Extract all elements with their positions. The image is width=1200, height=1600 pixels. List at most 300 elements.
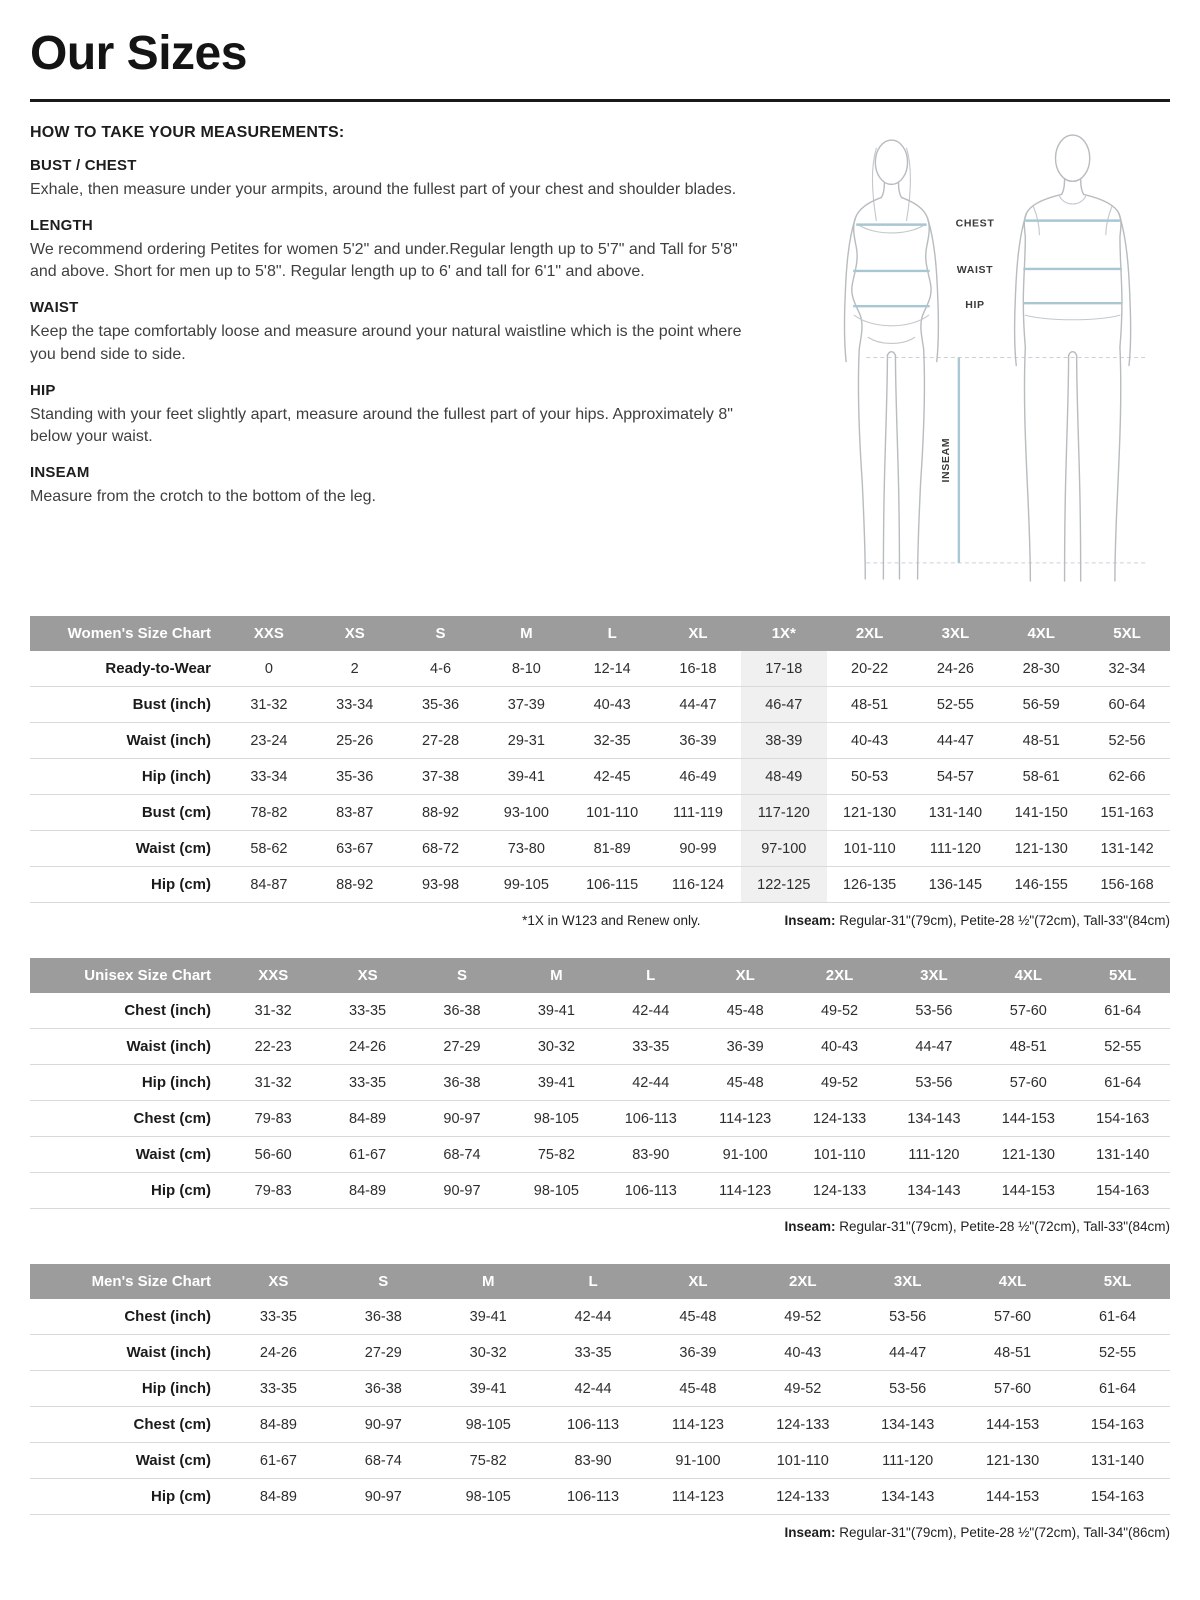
size-cell: 111-120 [929,840,981,857]
column-header: 5XL [1076,958,1170,993]
size-cell: 154-163 [1096,1110,1150,1127]
section-body: Standing with your feet slightly apart, measure around the fullest part of your hips. Approximately 8" below your waist. [30,405,733,446]
size-cell: 84-89 [259,1416,297,1433]
size-cell: 33-35 [574,1344,612,1361]
size-cell: 49-52 [784,1380,822,1397]
size-cell: 111-120 [908,1146,960,1163]
size-cell: 33-35 [259,1308,297,1325]
column-header: 4XL [998,616,1084,651]
inseam-note-text: Regular-31"(79cm), Petite-28 ½"(72cm), Tall-33"(84cm) [835,913,1170,928]
size-cell: 144-153 [985,1488,1040,1505]
size-cell: 58-61 [1022,768,1060,785]
inseam-note-label: Inseam: [784,1219,836,1234]
row-label: Hip (inch) [141,1074,211,1091]
inseam-note [784,913,1170,928]
size-cell: 75-82 [469,1452,507,1469]
size-cell: 111-119 [672,804,723,821]
size-cell: 20-22 [851,660,889,677]
section-body: We recommend ordering Petites for women 5'2" and under.Regular length up to 5'7" and Tall for 5'8" and above. Short for men up to 5'8". Regular length up to 6' and tall for 6'1" and above. [30,240,738,281]
row-label: Waist (inch) [126,1038,211,1055]
row-label: Bust (cm) [141,804,211,821]
size-cell: 134-143 [907,1110,961,1127]
size-cell: 101-110 [776,1452,829,1469]
size-cell: 33-34 [250,768,288,785]
size-cell: 45-48 [679,1308,717,1325]
row-label: Ready-to-Wear [105,660,211,677]
column-header: L [569,616,655,651]
size-cell: 84-89 [349,1182,387,1199]
size-cell: 32-35 [593,732,631,749]
size-cell: 46-47 [741,687,827,723]
row-label: Waist (cm) [135,1452,211,1469]
size-cell: 22-23 [254,1038,292,1055]
size-cell: 27-28 [421,732,460,749]
size-cell: 81-89 [593,840,631,857]
size-cell: 62-66 [1108,768,1146,785]
size-cell: 90-97 [364,1416,402,1433]
column-header: XXS [226,958,320,993]
measurement-instructions [30,124,756,586]
size-cell: 39-41 [469,1380,507,1397]
size-cell: 124-133 [812,1110,867,1127]
size-cell: 27-29 [364,1344,402,1361]
size-cell: 56-59 [1022,696,1060,713]
column-header: L [541,1264,646,1299]
size-cell: 33-35 [259,1380,297,1397]
size-cell: 39-41 [537,1002,575,1019]
measurement-figure [784,124,1170,586]
size-cell: 36-38 [443,1002,481,1019]
size-cell: 116-124 [671,876,725,893]
table-row [30,1137,1170,1173]
size-cell: 31-32 [254,1074,292,1091]
table-title: Women's Size Chart [30,616,226,651]
size-cell: 57-60 [994,1308,1032,1325]
size-cell: 117-120 [741,795,827,831]
size-cell: 83-90 [632,1146,670,1163]
column-header: 2XL [750,1264,855,1299]
size-cell: 83-90 [574,1452,612,1469]
size-cell: 114-123 [719,1110,772,1127]
size-cell: 33-35 [349,1074,387,1091]
size-cell: 44-47 [679,696,717,713]
size-cell: 42-45 [593,768,631,785]
table-row [30,759,1170,795]
column-header: 4XL [981,958,1075,993]
size-cell: 33-34 [336,696,374,713]
table-row [30,723,1170,759]
size-cell: 121-130 [842,804,897,821]
table-row [30,867,1170,903]
waist-label: WAIST [956,263,994,276]
size-cell: 40-43 [784,1344,822,1361]
row-label: Chest (cm) [133,1416,211,1433]
column-header: XL [655,616,741,651]
row-label: Hip (inch) [141,1380,211,1397]
size-cell: 61-64 [1098,1380,1137,1397]
size-cell: 121-130 [985,1452,1040,1469]
table-row [30,1299,1170,1335]
section-body: Measure from the crotch to the bottom of the leg. [30,488,376,506]
size-cell: 31-32 [250,696,288,713]
size-cell: 57-60 [994,1380,1032,1397]
table-row [30,1065,1170,1101]
size-cell: 124-133 [812,1182,867,1199]
size-cell: 61-67 [349,1146,387,1163]
size-cell: 49-52 [820,1074,859,1091]
table-row [30,687,1170,723]
size-cell: 61-64 [1098,1308,1137,1325]
size-cell: 144-153 [1001,1110,1055,1127]
size-cell: 79-83 [254,1182,292,1199]
size-cell: 57-60 [1009,1002,1047,1019]
size-cell: 48-49 [741,759,827,795]
size-cell: 36-38 [443,1074,481,1091]
column-header: 3XL [887,958,981,993]
size-cell: 40-43 [593,696,631,713]
size-cell: 141-150 [1014,804,1068,821]
size-cell: 68-74 [364,1452,402,1469]
column-header: XXS [226,616,312,651]
size-cell: 42-44 [574,1308,612,1325]
size-cell: 58-62 [250,840,288,857]
size-cell: 42-44 [632,1002,670,1019]
column-header: S [331,1264,436,1299]
column-header: M [436,1264,541,1299]
size-cell: 90-99 [679,840,717,857]
size-cell: 144-153 [985,1416,1040,1433]
size-cell: 97-100 [741,831,827,867]
size-cell: 25-26 [336,732,374,749]
size-cell: 121-130 [1001,1146,1055,1163]
header-row [30,958,1170,993]
size-cell: 48-51 [851,696,889,713]
table-row [30,1443,1170,1479]
size-cell: 136-145 [928,876,983,893]
column-header: XS [226,1264,331,1299]
size-cell: 84-87 [250,876,288,893]
size-cell: 17-18 [741,651,827,687]
size-cell: 0 [264,660,273,677]
row-label: Waist (cm) [135,840,211,857]
size-cell: 37-39 [507,696,545,713]
size-cell: 2 [350,660,359,677]
size-cell: 52-55 [1098,1344,1137,1361]
size-cell: 90-97 [443,1182,481,1199]
column-header: XL [698,958,792,993]
size-cell: 27-29 [443,1038,481,1055]
section-title: BUST / CHEST [30,157,137,174]
size-cell: 106-115 [586,876,639,893]
row-label: Waist (cm) [135,1146,211,1163]
size-cell: 114-123 [719,1182,772,1199]
size-cell: 31-32 [254,1002,292,1019]
size-cell: 53-56 [915,1074,953,1091]
size-cell: 49-52 [784,1308,822,1325]
table-row [30,1479,1170,1515]
size-cell: 39-41 [537,1074,575,1091]
size-cell: 53-56 [889,1380,927,1397]
table-row [30,795,1170,831]
column-header: 5XL [1065,1264,1170,1299]
size-cell: 106-113 [624,1182,677,1199]
section-body: Keep the tape comfortably loose and measure around your natural waistline which is the point where you bend side to side. [30,323,742,363]
size-cell: 45-48 [679,1380,717,1397]
size-cell: 60-64 [1108,696,1146,713]
size-cell: 126-135 [842,876,897,893]
size-cell: 90-97 [443,1110,481,1127]
unisex-footnote [30,1219,1170,1234]
size-cell: 61-64 [1104,1074,1142,1091]
size-cell: 101-110 [843,840,896,857]
size-cell: 35-36 [421,696,460,713]
section-title: HIP [30,381,56,399]
size-cell: 52-55 [936,696,974,713]
size-cell: 24-26 [936,660,974,677]
size-cell: 131-140 [1090,1452,1145,1469]
size-cell: 101-110 [586,804,639,821]
size-cell: 106-113 [624,1110,677,1127]
size-cell: 114-123 [671,1416,724,1433]
table-row [30,993,1170,1029]
measurement-section-inseam [30,464,756,509]
mens-footnote [30,1525,1170,1540]
size-cell: 24-26 [259,1344,297,1361]
chest-label: CHEST [955,217,995,230]
table-row [30,1029,1170,1065]
size-cell: 36-39 [679,732,717,749]
size-cell: 40-43 [851,732,889,749]
size-cell: 53-56 [915,1002,953,1019]
size-cell: 151-163 [1100,804,1154,821]
size-cell: 56-60 [254,1146,292,1163]
size-cell: 33-35 [632,1038,670,1055]
size-cell: 39-41 [507,768,545,785]
size-cell: 45-48 [726,1074,764,1091]
measurement-section-waist [30,299,756,366]
size-cell: 40-43 [820,1038,859,1055]
row-label: Chest (inch) [124,1002,211,1019]
size-cell: 91-100 [722,1146,768,1163]
one-x-note: *1X in W123 and Renew only. [522,913,701,928]
size-cell: 37-38 [421,768,460,785]
column-header: XS [312,616,398,651]
size-cell: 98-105 [533,1182,579,1199]
size-cell: 36-39 [679,1344,717,1361]
row-label: Hip (cm) [151,876,211,893]
size-cell: 106-113 [566,1416,620,1433]
column-header: M [509,958,603,993]
size-cell: 144-153 [1001,1182,1055,1199]
column-header: 2XL [792,958,886,993]
size-cell: 32-34 [1108,660,1146,677]
table-row [30,1173,1170,1209]
size-cell: 68-72 [421,840,460,857]
size-cell: 61-64 [1104,1002,1142,1019]
hip-label: HIP [965,299,985,312]
inseam-note-label: Inseam: [784,1525,836,1540]
page-title: Our Sizes [30,26,1170,102]
row-label: Waist (inch) [126,1344,211,1361]
section-title: WAIST [30,299,79,317]
column-header: 1X* [741,616,827,651]
size-cell: 124-133 [776,1416,830,1433]
size-cell: 83-87 [336,804,374,821]
table-row [30,1407,1170,1443]
size-cell: 98-105 [465,1416,511,1433]
size-cell: 46-49 [679,768,717,785]
size-cell: 48-51 [1009,1038,1047,1055]
size-cell: 98-105 [465,1488,511,1505]
size-cell: 44-47 [936,732,974,749]
inseam-note-text: Regular-31"(79cm), Petite-28 ½"(72cm), Tall-33"(84cm) [835,1219,1170,1234]
size-cell: 53-56 [889,1308,927,1325]
size-cell: 75-82 [537,1146,575,1163]
size-cell: 122-125 [741,867,827,903]
size-cell: 146-155 [1014,876,1068,893]
size-cell: 114-123 [671,1488,724,1505]
size-cell: 42-44 [574,1380,612,1397]
womens-size-chart-table [30,616,1170,903]
how-to-heading: HOW TO TAKE YOUR MEASUREMENTS: [30,124,345,141]
size-cell: 57-60 [1009,1074,1047,1091]
size-cell: 101-110 [813,1146,866,1163]
size-cell: 154-163 [1096,1182,1150,1199]
column-header: 3XL [913,616,999,651]
size-cell: 36-39 [726,1038,764,1055]
size-cell: 45-48 [726,1002,764,1019]
column-header: M [483,616,569,651]
size-cell: 121-130 [1014,840,1068,857]
size-cell: 93-98 [421,876,460,893]
row-label: Bust (inch) [132,696,211,713]
column-header: 3XL [855,1264,960,1299]
size-cell: 12-14 [593,660,631,677]
row-label: Chest (cm) [133,1110,211,1127]
womens-footnote [30,913,1170,928]
body-measurement-diagram [793,128,1161,586]
size-cell: 131-140 [1096,1146,1150,1163]
section-title: INSEAM [30,464,90,482]
size-cell: 35-36 [336,768,374,785]
table-title: Men's Size Chart [30,1264,226,1299]
size-cell: 44-47 [915,1038,953,1055]
size-cell: 106-113 [566,1488,620,1505]
measurement-section-length [30,217,756,284]
woman-figure-outline [844,140,938,579]
column-header: 2XL [827,616,913,651]
size-cell: 39-41 [469,1308,507,1325]
size-cell: 84-89 [259,1488,297,1505]
size-cell: 28-30 [1022,660,1060,677]
column-header: XS [320,958,414,993]
size-cell: 88-92 [421,804,460,821]
row-label: Waist (inch) [126,732,211,749]
size-cell: 154-163 [1090,1488,1145,1505]
column-header: 4XL [960,1264,1065,1299]
measurement-section-bust [30,157,756,202]
row-label: Hip (cm) [151,1488,211,1505]
inseam-note-label: Inseam: [784,913,836,928]
size-cell: 91-100 [675,1452,721,1469]
inseam-note [784,1219,1170,1234]
inseam-note-text: Regular-31"(79cm), Petite-28 ½"(72cm), Tall-34"(86cm) [835,1525,1170,1540]
size-cell: 54-57 [936,768,974,785]
section-title: LENGTH [30,216,93,234]
size-cell: 84-89 [349,1110,387,1127]
row-label: Hip (cm) [151,1182,211,1199]
size-cell: 48-51 [1022,732,1060,749]
size-cell: 134-143 [907,1182,961,1199]
size-cell: 124-133 [776,1488,830,1505]
table-row [30,1371,1170,1407]
size-cell: 50-53 [851,768,889,785]
size-cell: 52-55 [1104,1038,1142,1055]
measurement-section-hip [30,382,756,449]
size-cell: 63-67 [336,840,374,857]
column-header: L [604,958,698,993]
size-cell: 33-35 [349,1002,387,1019]
size-cell: 90-97 [364,1488,402,1505]
header-row [30,616,1170,651]
size-cell: 154-163 [1090,1416,1145,1433]
column-header: 5XL [1084,616,1170,651]
size-cell: 24-26 [349,1038,387,1055]
size-cell: 78-82 [250,804,288,821]
table-row [30,831,1170,867]
size-cell: 52-56 [1108,732,1146,749]
size-cell: 79-83 [254,1110,292,1127]
size-cell: 73-80 [507,840,545,857]
header-row [30,1264,1170,1299]
measurements-section [30,124,1170,586]
column-header: S [398,616,484,651]
size-cell: 38-39 [741,723,827,759]
table-row [30,651,1170,687]
size-cell: 48-51 [994,1344,1032,1361]
column-header: S [415,958,509,993]
table-row [30,1101,1170,1137]
size-cell: 61-67 [259,1452,297,1469]
table-title: Unisex Size Chart [30,958,226,993]
size-cell: 111-120 [882,1452,934,1469]
section-body: Exhale, then measure under your armpits, around the fullest part of your chest and shoulder blades. [30,181,737,198]
size-cell: 99-105 [503,876,549,893]
size-cell: 16-18 [679,660,717,677]
size-cell: 36-38 [364,1308,402,1325]
size-cell: 156-168 [1100,876,1154,893]
size-cell: 49-52 [820,1002,859,1019]
size-cell: 134-143 [881,1488,935,1505]
size-cell: 134-143 [881,1416,935,1433]
inseam-label: INSEAM [939,437,952,483]
row-label: Chest (inch) [124,1308,211,1325]
size-cell: 23-24 [250,732,288,749]
size-cell: 42-44 [632,1074,670,1091]
size-cell: 8-10 [511,660,541,677]
size-cell: 131-142 [1100,840,1154,857]
size-cell: 44-47 [889,1344,927,1361]
size-cell: 68-74 [443,1146,481,1163]
size-cell: 4-6 [430,660,452,677]
unisex-size-chart-table [30,958,1170,1209]
size-cell: 29-31 [507,732,545,749]
mens-size-chart-table [30,1264,1170,1515]
inseam-note [784,1525,1170,1540]
table-row [30,1335,1170,1371]
size-cell: 98-105 [533,1110,579,1127]
size-cell: 30-32 [537,1038,575,1055]
